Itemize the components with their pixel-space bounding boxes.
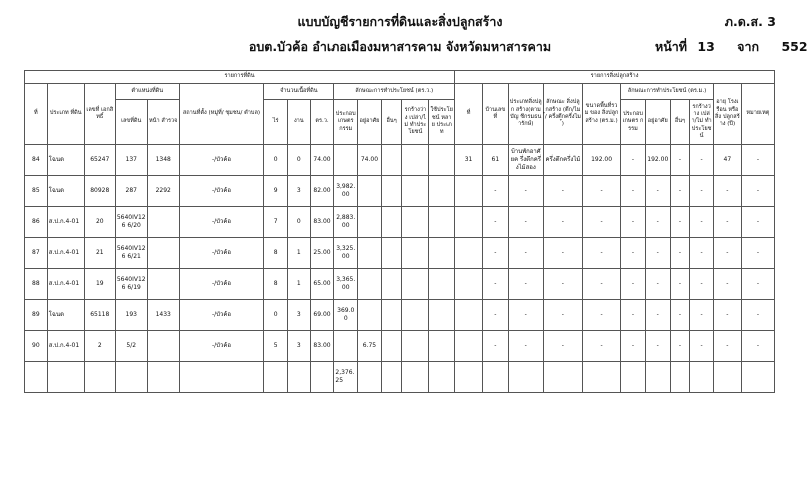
form-code: ภ.ด.ส. 3 xyxy=(724,14,776,29)
cell-residential: 74.00 xyxy=(358,145,382,176)
cell-doc-no: 65247 xyxy=(84,145,115,176)
cell-ngan: 3 xyxy=(287,176,310,207)
sum-empty-cell xyxy=(482,362,508,393)
register-table xyxy=(24,70,775,393)
sum-empty-cell xyxy=(179,362,264,393)
cell-b-seq xyxy=(455,269,483,300)
cell-land-no: 5640IV126 6/21 xyxy=(115,238,147,269)
sum-empty-cell xyxy=(381,362,402,393)
cell-b-age: - xyxy=(713,176,741,207)
sum-empty-cell xyxy=(25,362,48,393)
cell-b-agri: - xyxy=(621,331,646,362)
col-vacant: รกร้างว่าง เปล่า/ไม่ ทำประโยชน์ xyxy=(402,100,429,145)
cell-remark: - xyxy=(741,269,774,300)
sum-empty-cell xyxy=(670,362,690,393)
cell-agri: 3,365.00 xyxy=(334,269,358,300)
cell-vacant xyxy=(402,331,429,362)
col-b-vacant: รกร้างว่าง เปล่า/ไม่ ทำประโยชน์ xyxy=(690,100,714,145)
cell-land-no: 193 xyxy=(115,300,147,331)
cell-b-type: บ้านพักอาศัยค รึ่งตึกครึ่งไม้สอง xyxy=(508,145,543,176)
cell-b-structure: - xyxy=(543,300,582,331)
col-b-type: ประเภทสิ่งปลูก สร้าง(ตามบัญ ชีกรมธนารักษ์) xyxy=(508,84,543,145)
cell-b-agri: - xyxy=(621,300,646,331)
cell-type: ส.ป.ก.4-01 xyxy=(47,331,84,362)
cell-b-area: - xyxy=(582,238,620,269)
cell-b-structure: - xyxy=(543,269,582,300)
col-rai: ไร่ xyxy=(264,100,288,145)
table-row xyxy=(25,238,775,269)
cell-rai: 7 xyxy=(264,207,288,238)
cell-seq: 85 xyxy=(25,176,48,207)
cell-b-area: 192.00 xyxy=(582,145,620,176)
cell-agri: 3,325.00 xyxy=(334,238,358,269)
cell-residential xyxy=(358,176,382,207)
cell-b-vacant: - xyxy=(690,331,714,362)
page-title: แบบบัญชีรายการที่ดินและสิ่งปลูกสร้าง xyxy=(297,14,503,29)
cell-location: -/บัวค้อ xyxy=(179,331,264,362)
cell-b-residential: - xyxy=(645,176,670,207)
table-row xyxy=(25,300,775,331)
sum-empty-cell xyxy=(429,362,455,393)
cell-location: -/บัวค้อ xyxy=(179,238,264,269)
cell-remark: - xyxy=(741,331,774,362)
col-ngan: งาน xyxy=(287,100,310,145)
cell-ngan: 0 xyxy=(287,207,310,238)
sum-empty-cell xyxy=(115,362,147,393)
cell-rai: 8 xyxy=(264,238,288,269)
cell-other xyxy=(381,145,402,176)
cell-other xyxy=(381,176,402,207)
page-info xyxy=(655,37,808,57)
cell-b-vacant: - xyxy=(690,176,714,207)
cell-land-no: 5640IV126 6/19 xyxy=(115,269,147,300)
cell-residential xyxy=(358,207,382,238)
col-b-area: ขนาดพื้นที่รวม ของ สิ่งปลูกสร้าง (ตร.ม.) xyxy=(582,84,620,145)
cell-vacant xyxy=(402,145,429,176)
table-row xyxy=(25,145,775,176)
sum-empty-cell xyxy=(455,362,483,393)
cell-remark: - xyxy=(741,207,774,238)
cell-doc-no: 21 xyxy=(84,238,115,269)
cell-remark: - xyxy=(741,238,774,269)
cell-location: -/บัวค้อ xyxy=(179,269,264,300)
sum-empty-cell xyxy=(713,362,741,393)
land-section-header: รายการที่ดิน xyxy=(25,71,455,84)
cell-house-no: - xyxy=(482,300,508,331)
cell-b-seq xyxy=(455,176,483,207)
col-house-no: บ้านเลขที่ xyxy=(482,84,508,145)
cell-other xyxy=(381,207,402,238)
cell-sq-wa: 74.00 xyxy=(310,145,334,176)
cell-type: โฉนด xyxy=(47,300,84,331)
cell-agri xyxy=(334,145,358,176)
cell-rai: 9 xyxy=(264,176,288,207)
cell-agri: 369.00 xyxy=(334,300,358,331)
cell-b-age: - xyxy=(713,300,741,331)
cell-house-no: - xyxy=(482,207,508,238)
cell-mixed xyxy=(429,331,455,362)
sum-empty-cell xyxy=(147,362,179,393)
cell-b-area: - xyxy=(582,176,620,207)
cell-house-no: 61 xyxy=(482,145,508,176)
cell-type: ส.ป.ก.4-01 xyxy=(47,207,84,238)
col-sq-wa: ตร.ว. xyxy=(310,100,334,145)
table-row xyxy=(25,331,775,362)
cell-b-area: - xyxy=(582,331,620,362)
cell-agri: 2,883.00 xyxy=(334,207,358,238)
cell-mixed xyxy=(429,176,455,207)
sum-empty-cell xyxy=(358,362,382,393)
col-b-age: อายุ โรงเรือน หรือสิ่ง ปลูกสร้าง (ปี) xyxy=(713,84,741,145)
cell-b-age: - xyxy=(713,238,741,269)
cell-b-seq xyxy=(455,207,483,238)
cell-sq-wa: 65.00 xyxy=(310,269,334,300)
cell-b-type: - xyxy=(508,300,543,331)
cell-mixed xyxy=(429,300,455,331)
cell-type: ส.ป.ก.4-01 xyxy=(47,269,84,300)
sum-empty-cell xyxy=(508,362,543,393)
cell-ngan: 3 xyxy=(287,331,310,362)
cell-rai: 0 xyxy=(264,300,288,331)
cell-sq-wa: 25.00 xyxy=(310,238,334,269)
sum-empty-cell xyxy=(621,362,646,393)
cell-b-residential: - xyxy=(645,300,670,331)
cell-type: โฉนด xyxy=(47,176,84,207)
cell-mixed xyxy=(429,145,455,176)
cell-b-residential: - xyxy=(645,269,670,300)
cell-ngan: 1 xyxy=(287,269,310,300)
sum-empty-cell xyxy=(645,362,670,393)
cell-rai: 0 xyxy=(264,145,288,176)
cell-b-agri: - xyxy=(621,176,646,207)
cell-b-vacant: - xyxy=(690,269,714,300)
cell-b-other: - xyxy=(670,269,690,300)
cell-b-type: - xyxy=(508,207,543,238)
cell-vacant xyxy=(402,238,429,269)
sum-empty-cell xyxy=(582,362,620,393)
cell-agri xyxy=(334,331,358,362)
cell-land-no: 5640IV126 6/20 xyxy=(115,207,147,238)
col-agri: ประกอบ เกษตร กรรม xyxy=(334,100,358,145)
cell-seq: 87 xyxy=(25,238,48,269)
col-b-use: ลักษณะการทำประโยชน์ (ตร.ม.) xyxy=(621,84,714,100)
cell-b-type: - xyxy=(508,238,543,269)
page-number: 13 xyxy=(697,39,715,54)
cell-mixed xyxy=(429,238,455,269)
cell-b-area: - xyxy=(582,300,620,331)
cell-survey-page xyxy=(147,207,179,238)
sum-empty-cell xyxy=(287,362,310,393)
sum-empty-cell xyxy=(47,362,84,393)
cell-residential xyxy=(358,238,382,269)
cell-b-age: - xyxy=(713,207,741,238)
cell-b-structure: - xyxy=(543,207,582,238)
cell-sq-wa: 69.00 xyxy=(310,300,334,331)
col-land-no: เลขที่ดิน xyxy=(115,100,147,145)
cell-house-no: - xyxy=(482,331,508,362)
cell-b-structure: - xyxy=(543,331,582,362)
cell-seq: 84 xyxy=(25,145,48,176)
col-residential: อยู่อาศัย xyxy=(358,100,382,145)
cell-ngan: 3 xyxy=(287,300,310,331)
cell-type: ส.ป.ก.4-01 xyxy=(47,238,84,269)
cell-b-agri: - xyxy=(621,207,646,238)
cell-residential xyxy=(358,269,382,300)
cell-ngan: 1 xyxy=(287,238,310,269)
cell-other xyxy=(381,269,402,300)
cell-sq-wa: 83.00 xyxy=(310,331,334,362)
col-survey-page: หน้า สำรวจ xyxy=(147,100,179,145)
cell-b-type: - xyxy=(508,331,543,362)
cell-survey-page xyxy=(147,238,179,269)
sum-empty-cell xyxy=(741,362,774,393)
cell-b-age: - xyxy=(713,331,741,362)
of-label: จาก xyxy=(737,39,760,54)
cell-mixed xyxy=(429,207,455,238)
cell-b-agri: - xyxy=(621,145,646,176)
cell-b-seq xyxy=(455,238,483,269)
col-mixed: ใช้ประโยชน์ หลาย ประเภท xyxy=(429,100,455,145)
cell-b-area: - xyxy=(582,207,620,238)
total-pages: 552 xyxy=(781,39,808,54)
col-land-use: ลักษณะการทำประโยชน์ (ตร.ว.) xyxy=(334,84,455,100)
cell-survey-page: 2292 xyxy=(147,176,179,207)
cell-survey-page: 1433 xyxy=(147,300,179,331)
cell-b-residential: - xyxy=(645,331,670,362)
col-b-other: อื่นๆ xyxy=(670,100,690,145)
cell-doc-no: 20 xyxy=(84,207,115,238)
cell-b-other: - xyxy=(670,207,690,238)
cell-seq: 90 xyxy=(25,331,48,362)
table-row xyxy=(25,269,775,300)
cell-remark: - xyxy=(741,176,774,207)
cell-b-structure: - xyxy=(543,238,582,269)
table-row xyxy=(25,207,775,238)
cell-b-type: - xyxy=(508,269,543,300)
cell-agri: 3,982.00 xyxy=(334,176,358,207)
cell-b-age: 47 xyxy=(713,145,741,176)
cell-b-vacant: - xyxy=(690,207,714,238)
cell-sq-wa: 82.00 xyxy=(310,176,334,207)
cell-type: โฉนด xyxy=(47,145,84,176)
col-b-structure: ลักษณะ สิ่งปลูกสร้าง (ตึก/ไม้/ ครึ่งตึกครึ่งไม้) xyxy=(543,84,582,145)
cell-seq: 89 xyxy=(25,300,48,331)
sum-empty-cell xyxy=(402,362,429,393)
cell-b-vacant: - xyxy=(690,238,714,269)
cell-b-other: - xyxy=(670,145,690,176)
col-b-agri: ประกอบ เกษตร กรรม xyxy=(621,100,646,145)
cell-b-other: - xyxy=(670,238,690,269)
cell-doc-no: 80928 xyxy=(84,176,115,207)
page-subtitle: อบต.บัวค้อ อำเภอเมืองมหาสารคาม จังหวัดมหาสารคาม xyxy=(248,39,552,54)
register-body xyxy=(25,145,775,393)
page-label: หน้าที่ xyxy=(655,39,688,54)
cell-vacant xyxy=(402,300,429,331)
cell-b-type: - xyxy=(508,176,543,207)
cell-b-age: - xyxy=(713,269,741,300)
cell-other xyxy=(381,300,402,331)
cell-b-vacant: - xyxy=(690,145,714,176)
cell-b-residential: - xyxy=(645,207,670,238)
cell-survey-page xyxy=(147,331,179,362)
cell-survey-page: 1348 xyxy=(147,145,179,176)
cell-b-agri: - xyxy=(621,238,646,269)
cell-b-seq: 31 xyxy=(455,145,483,176)
cell-land-no: 5/2 xyxy=(115,331,147,362)
cell-doc-no: 19 xyxy=(84,269,115,300)
cell-b-structure: - xyxy=(543,176,582,207)
cell-vacant xyxy=(402,269,429,300)
cell-location: -/บัวค้อ xyxy=(179,300,264,331)
cell-house-no: - xyxy=(482,269,508,300)
cell-doc-no: 2 xyxy=(84,331,115,362)
col-seq: ที่ xyxy=(25,84,48,145)
cell-b-residential: - xyxy=(645,238,670,269)
cell-vacant xyxy=(402,207,429,238)
cell-residential: 6.75 xyxy=(358,331,382,362)
col-area: จำนวนเนื้อที่ดิน xyxy=(264,84,334,100)
cell-land-no: 287 xyxy=(115,176,147,207)
cell-remark: - xyxy=(741,300,774,331)
cell-b-residential: 192.00 xyxy=(645,145,670,176)
cell-b-agri: - xyxy=(621,269,646,300)
cell-b-other: - xyxy=(670,176,690,207)
cell-location: -/บัวค้อ xyxy=(179,176,264,207)
col-location: สถานที่ตั้ง (หมู่ที่/ ชุมชน/ ตำบล) xyxy=(179,84,264,145)
cell-other xyxy=(381,238,402,269)
cell-b-other: - xyxy=(670,300,690,331)
sum-empty-cell xyxy=(310,362,334,393)
cell-b-other: - xyxy=(670,331,690,362)
cell-remark: - xyxy=(741,145,774,176)
cell-b-structure: ครึ่งตึกครึ่งไม้ xyxy=(543,145,582,176)
cell-mixed xyxy=(429,269,455,300)
cell-rai: 5 xyxy=(264,331,288,362)
cell-survey-page xyxy=(147,269,179,300)
col-land-type: ประเภท ที่ดิน xyxy=(47,84,84,145)
cell-other xyxy=(381,331,402,362)
col-other: อื่นๆ xyxy=(381,100,402,145)
building-section-header: รายการสิ่งปลูกสร้าง xyxy=(455,71,775,84)
cell-location: -/บัวค้อ xyxy=(179,145,264,176)
cell-land-no: 137 xyxy=(115,145,147,176)
cell-rai: 8 xyxy=(264,269,288,300)
col-remark: หมายเหตุ xyxy=(741,84,774,145)
cell-house-no: - xyxy=(482,176,508,207)
cell-b-area: - xyxy=(582,269,620,300)
sum-row xyxy=(25,362,775,393)
col-b-residential: อยู่อาศัย xyxy=(645,100,670,145)
col-b-seq: ที่ xyxy=(455,84,483,145)
col-doc-number: เลขที่ เอกสิทธิ์ xyxy=(84,84,115,145)
cell-seq: 88 xyxy=(25,269,48,300)
table-row xyxy=(25,176,775,207)
cell-house-no: - xyxy=(482,238,508,269)
cell-sq-wa: 83.00 xyxy=(310,207,334,238)
cell-vacant xyxy=(402,176,429,207)
sum-empty-cell xyxy=(690,362,714,393)
cell-residential xyxy=(358,300,382,331)
cell-b-seq xyxy=(455,331,483,362)
cell-seq: 86 xyxy=(25,207,48,238)
cell-b-vacant: - xyxy=(690,300,714,331)
cell-ngan: 0 xyxy=(287,145,310,176)
sum-empty-cell xyxy=(264,362,288,393)
sum-empty-cell xyxy=(543,362,582,393)
cell-location: -/บัวค้อ xyxy=(179,207,264,238)
sum-empty-cell xyxy=(84,362,115,393)
col-position: ตำแหน่งที่ดิน xyxy=(115,84,179,100)
cell-doc-no: 65118 xyxy=(84,300,115,331)
cell-b-seq xyxy=(455,300,483,331)
sum-agri-total: 2,376.25 xyxy=(334,362,358,393)
